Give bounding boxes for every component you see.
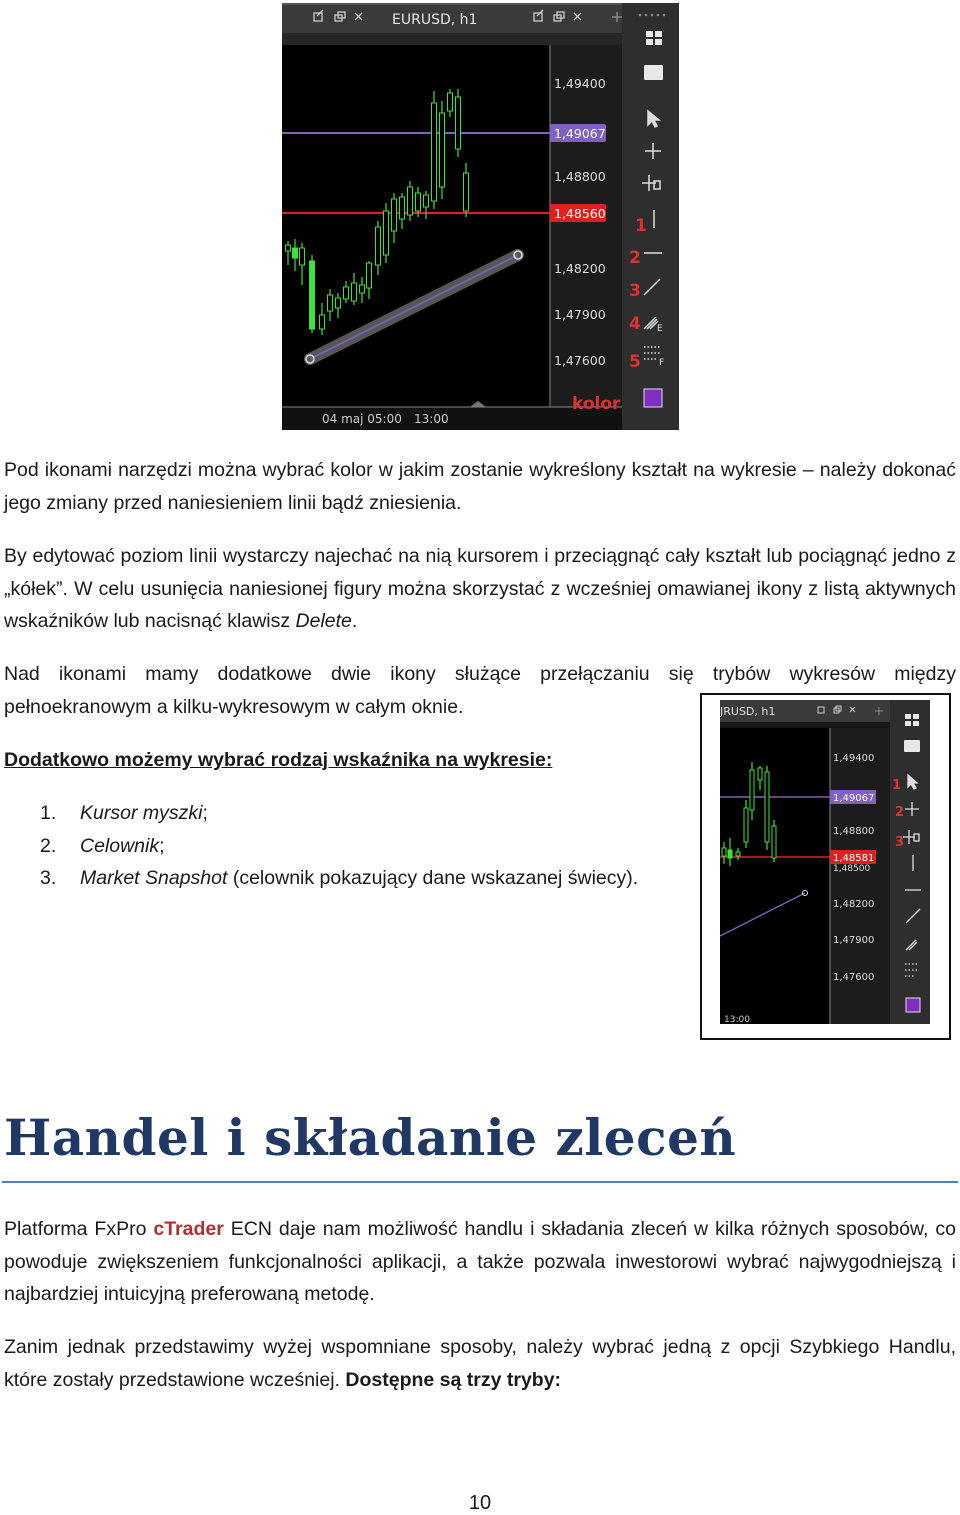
annotation-number-small-1: 1	[892, 778, 902, 793]
time-label-1: 04 maj 05:00	[322, 412, 402, 426]
candle-body	[310, 261, 315, 329]
tab-title[interactable]: EURUSD, h1	[392, 12, 478, 28]
subheading-indicator-type: Dodatkowo możemy wybrać rodzaj wskaźnika na wykresie:	[4, 749, 553, 771]
candle-body	[384, 211, 389, 255]
candle-body	[728, 850, 732, 858]
price-label-small-7: 1,47900	[833, 935, 875, 946]
candle-body	[758, 768, 762, 780]
fullscreen-icon-small[interactable]	[904, 740, 920, 752]
delete-key-label: Delete	[295, 610, 352, 632]
candle-body	[300, 248, 305, 265]
heading-divider	[2, 1181, 958, 1183]
annotation-number-2: 2	[629, 248, 641, 268]
price-label-small-8: 1,47600	[833, 972, 875, 983]
candle-body	[344, 287, 349, 299]
annotation-number-1: 1	[635, 216, 647, 236]
candle-body	[352, 283, 357, 301]
color-picker-icon-small[interactable]	[906, 998, 920, 1012]
annotation-number-5: 5	[629, 352, 641, 372]
page-number: 10	[468, 1492, 492, 1514]
candle-body	[392, 199, 397, 231]
paragraph-color-choice: Pod ikonami narzędzi można wybrać kolor w jakim zostanie wykreślony kształt na wykresie – należy dokonać jego zmiany przed naniesieniem linii bądź zniesienia.	[4, 459, 956, 514]
candle-body	[736, 852, 740, 856]
brand-ctrader: cTrader	[153, 1218, 224, 1240]
svg-text:F: F	[659, 358, 665, 368]
list-item: 3. Market Snapshot (celownik pokazujący dane wskazanej świecy).	[40, 867, 639, 889]
chart-screenshot-small-svg	[720, 700, 930, 1024]
time-label-2: 13:00	[414, 412, 449, 426]
candle-body	[336, 298, 341, 308]
candle-body	[424, 195, 429, 207]
chart-screenshot-small	[720, 700, 930, 1024]
chart-screenshot-main-svg	[282, 3, 679, 430]
list-item: 1. Kursor myszki;	[40, 802, 208, 824]
time-label-small: 13:00	[724, 1015, 750, 1024]
candle-body	[286, 245, 291, 251]
price-label-small-4: 1,48581	[833, 853, 875, 864]
candle-body	[293, 248, 298, 258]
candle-body	[440, 113, 445, 187]
annotation-number-small-3: 3	[895, 835, 905, 850]
annotation-number-3: 3	[629, 281, 641, 301]
modes-intro: Dostępne są trzy tryby:	[345, 1368, 562, 1391]
chart-area-small[interactable]	[720, 728, 830, 1024]
annotation-number-small-2: 2	[895, 805, 905, 820]
paragraph-chart-modes: Nad ikonami mamy dodatkowe dwie ikony służące przełączaniu się trybów wykresów między pełnoekranowym a kilku-wykresowym w całym oknie.	[4, 663, 956, 718]
candle-body	[464, 173, 469, 211]
candle-body	[448, 93, 453, 111]
price-label-2: 1,49067	[554, 126, 606, 141]
candle-body	[765, 772, 769, 842]
candle-body	[416, 193, 421, 211]
candle-body	[408, 187, 413, 215]
candle-body	[360, 285, 365, 293]
price-label-6: 1,47900	[554, 307, 606, 322]
candle-body	[456, 97, 461, 149]
paragraph-quick-trade: Zanim jednak przedstawimy wyżej wspomniane sposoby, należy wybrać jedną z opcji Szybkiego Handlu, które zostały przedstawione wcześniej. Dostępne są trzy tryby:	[4, 1336, 956, 1391]
paragraph-edit-line: By edytować poziom linii wystarczy najechać na nią kursorem i przeciągnąć cały kształt lub pociągnąć jedno z „kółek”. W celu usunięcia naniesionej figury można skorzystać z wcześniej omawianej ikony z listą aktywnych wskaźników lub nacisnąć klawisz Delete.	[4, 545, 956, 632]
candle-body	[367, 263, 372, 288]
price-label-small-6: 1,48200	[833, 899, 875, 910]
list-item: 2. Celownik;	[40, 834, 165, 857]
price-label-7: 1,47600	[554, 353, 606, 368]
candle-body	[328, 295, 333, 311]
price-label-5: 1,48200	[554, 261, 606, 276]
tab-title-small[interactable]: JRUSD, h1	[720, 705, 776, 718]
price-label-small-1: 1,49400	[833, 753, 875, 764]
color-picker-icon[interactable]	[644, 389, 662, 407]
candle-body	[750, 770, 754, 810]
candle-body	[772, 826, 776, 858]
chart-screenshot-main	[282, 3, 679, 430]
price-label-small-2: 1,49067	[833, 793, 875, 804]
price-label-small-5: 1,48500	[833, 864, 871, 874]
candle-body	[376, 227, 381, 265]
price-label-1: 1,49400	[554, 76, 606, 91]
price-label-small-3: 1,48800	[833, 826, 875, 837]
fullscreen-icon[interactable]	[644, 65, 663, 80]
indicator-list	[40, 797, 638, 895]
price-label-4: 1,48560	[554, 206, 606, 221]
price-label-3: 1,48800	[554, 169, 606, 184]
candle-body	[400, 197, 405, 219]
paragraph-platform: Platforma FxPro cTrader ECN daje nam możliwość handlu i składania zleceń w kilka różnych sposobów, co powoduje zwiększeniem funkcjonalności aplikacji, a także pozwala inwestorowi wybrać najwygodniejszą i najbardziej intuicyjną preferowaną metodę.	[4, 1218, 956, 1305]
candle-body	[320, 315, 325, 329]
section-heading: Handel i składanie zleceń	[4, 1108, 737, 1167]
candle-body	[744, 808, 748, 842]
svg-text:E: E	[657, 324, 663, 334]
annotation-color: kolor	[572, 394, 621, 414]
candle-body	[432, 103, 437, 201]
candle-body	[722, 848, 726, 856]
annotation-number-4: 4	[629, 314, 641, 334]
